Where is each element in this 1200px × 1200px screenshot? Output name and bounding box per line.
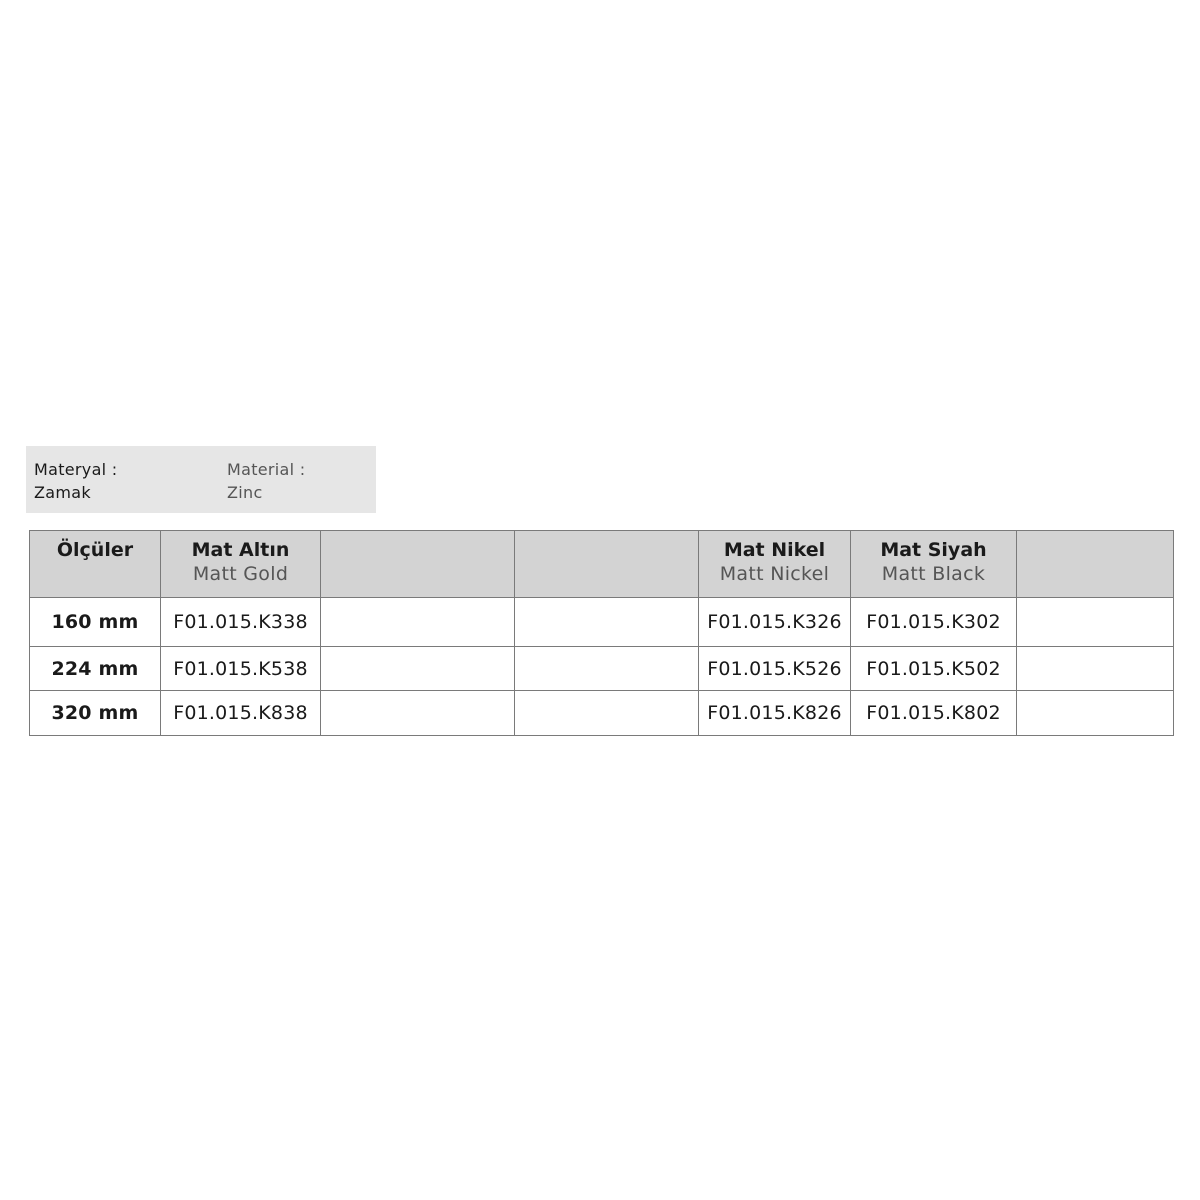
empty-cell — [321, 647, 515, 691]
code-cell: F01.015.K326 — [699, 598, 851, 647]
header-matt-nickel-en: Matt Nickel — [719, 563, 830, 585]
material-turkish — [34, 458, 118, 504]
table-header-row — [30, 531, 1174, 598]
empty-cell — [321, 598, 515, 647]
header-matt-black-tr: Mat Siyah — [880, 539, 987, 561]
empty-cell — [321, 691, 515, 736]
empty-cell — [515, 691, 699, 736]
material-label-tr: Materyal : — [34, 460, 118, 479]
header-matt-gold — [161, 531, 321, 598]
empty-cell — [1017, 598, 1174, 647]
header-sizes — [30, 531, 161, 598]
material-info-box — [26, 446, 376, 513]
size-cell: 320 mm — [30, 691, 161, 736]
header-empty-1 — [321, 531, 515, 598]
material-label-en: Material : — [227, 460, 306, 479]
header-matt-black — [851, 531, 1017, 598]
size-cell: 160 mm — [30, 598, 161, 647]
empty-cell — [1017, 691, 1174, 736]
code-cell: F01.015.K826 — [699, 691, 851, 736]
code-cell: F01.015.K502 — [851, 647, 1017, 691]
header-matt-nickel-tr: Mat Nikel — [723, 539, 826, 561]
size-cell: 224 mm — [30, 647, 161, 691]
header-empty-3 — [1017, 531, 1174, 598]
table-row — [30, 691, 1174, 736]
product-code-table — [29, 530, 1174, 736]
header-matt-gold-en: Matt Gold — [192, 563, 289, 585]
header-matt-gold-tr: Mat Altın — [191, 539, 290, 561]
header-sizes-tr: Ölçüler — [56, 539, 134, 561]
empty-cell — [515, 598, 699, 647]
code-cell: F01.015.K302 — [851, 598, 1017, 647]
header-empty-2 — [515, 531, 699, 598]
code-cell: F01.015.K802 — [851, 691, 1017, 736]
material-value-en: Zinc — [227, 483, 263, 502]
code-cell: F01.015.K538 — [161, 647, 321, 691]
header-matt-black-en: Matt Black — [881, 563, 986, 585]
header-matt-nickel — [699, 531, 851, 598]
code-cell: F01.015.K338 — [161, 598, 321, 647]
material-value-tr: Zamak — [34, 483, 91, 502]
empty-cell — [1017, 647, 1174, 691]
code-cell: F01.015.K526 — [699, 647, 851, 691]
material-english — [227, 458, 305, 504]
table-row — [30, 647, 1174, 691]
table-row — [30, 598, 1174, 647]
empty-cell — [515, 647, 699, 691]
code-cell: F01.015.K838 — [161, 691, 321, 736]
